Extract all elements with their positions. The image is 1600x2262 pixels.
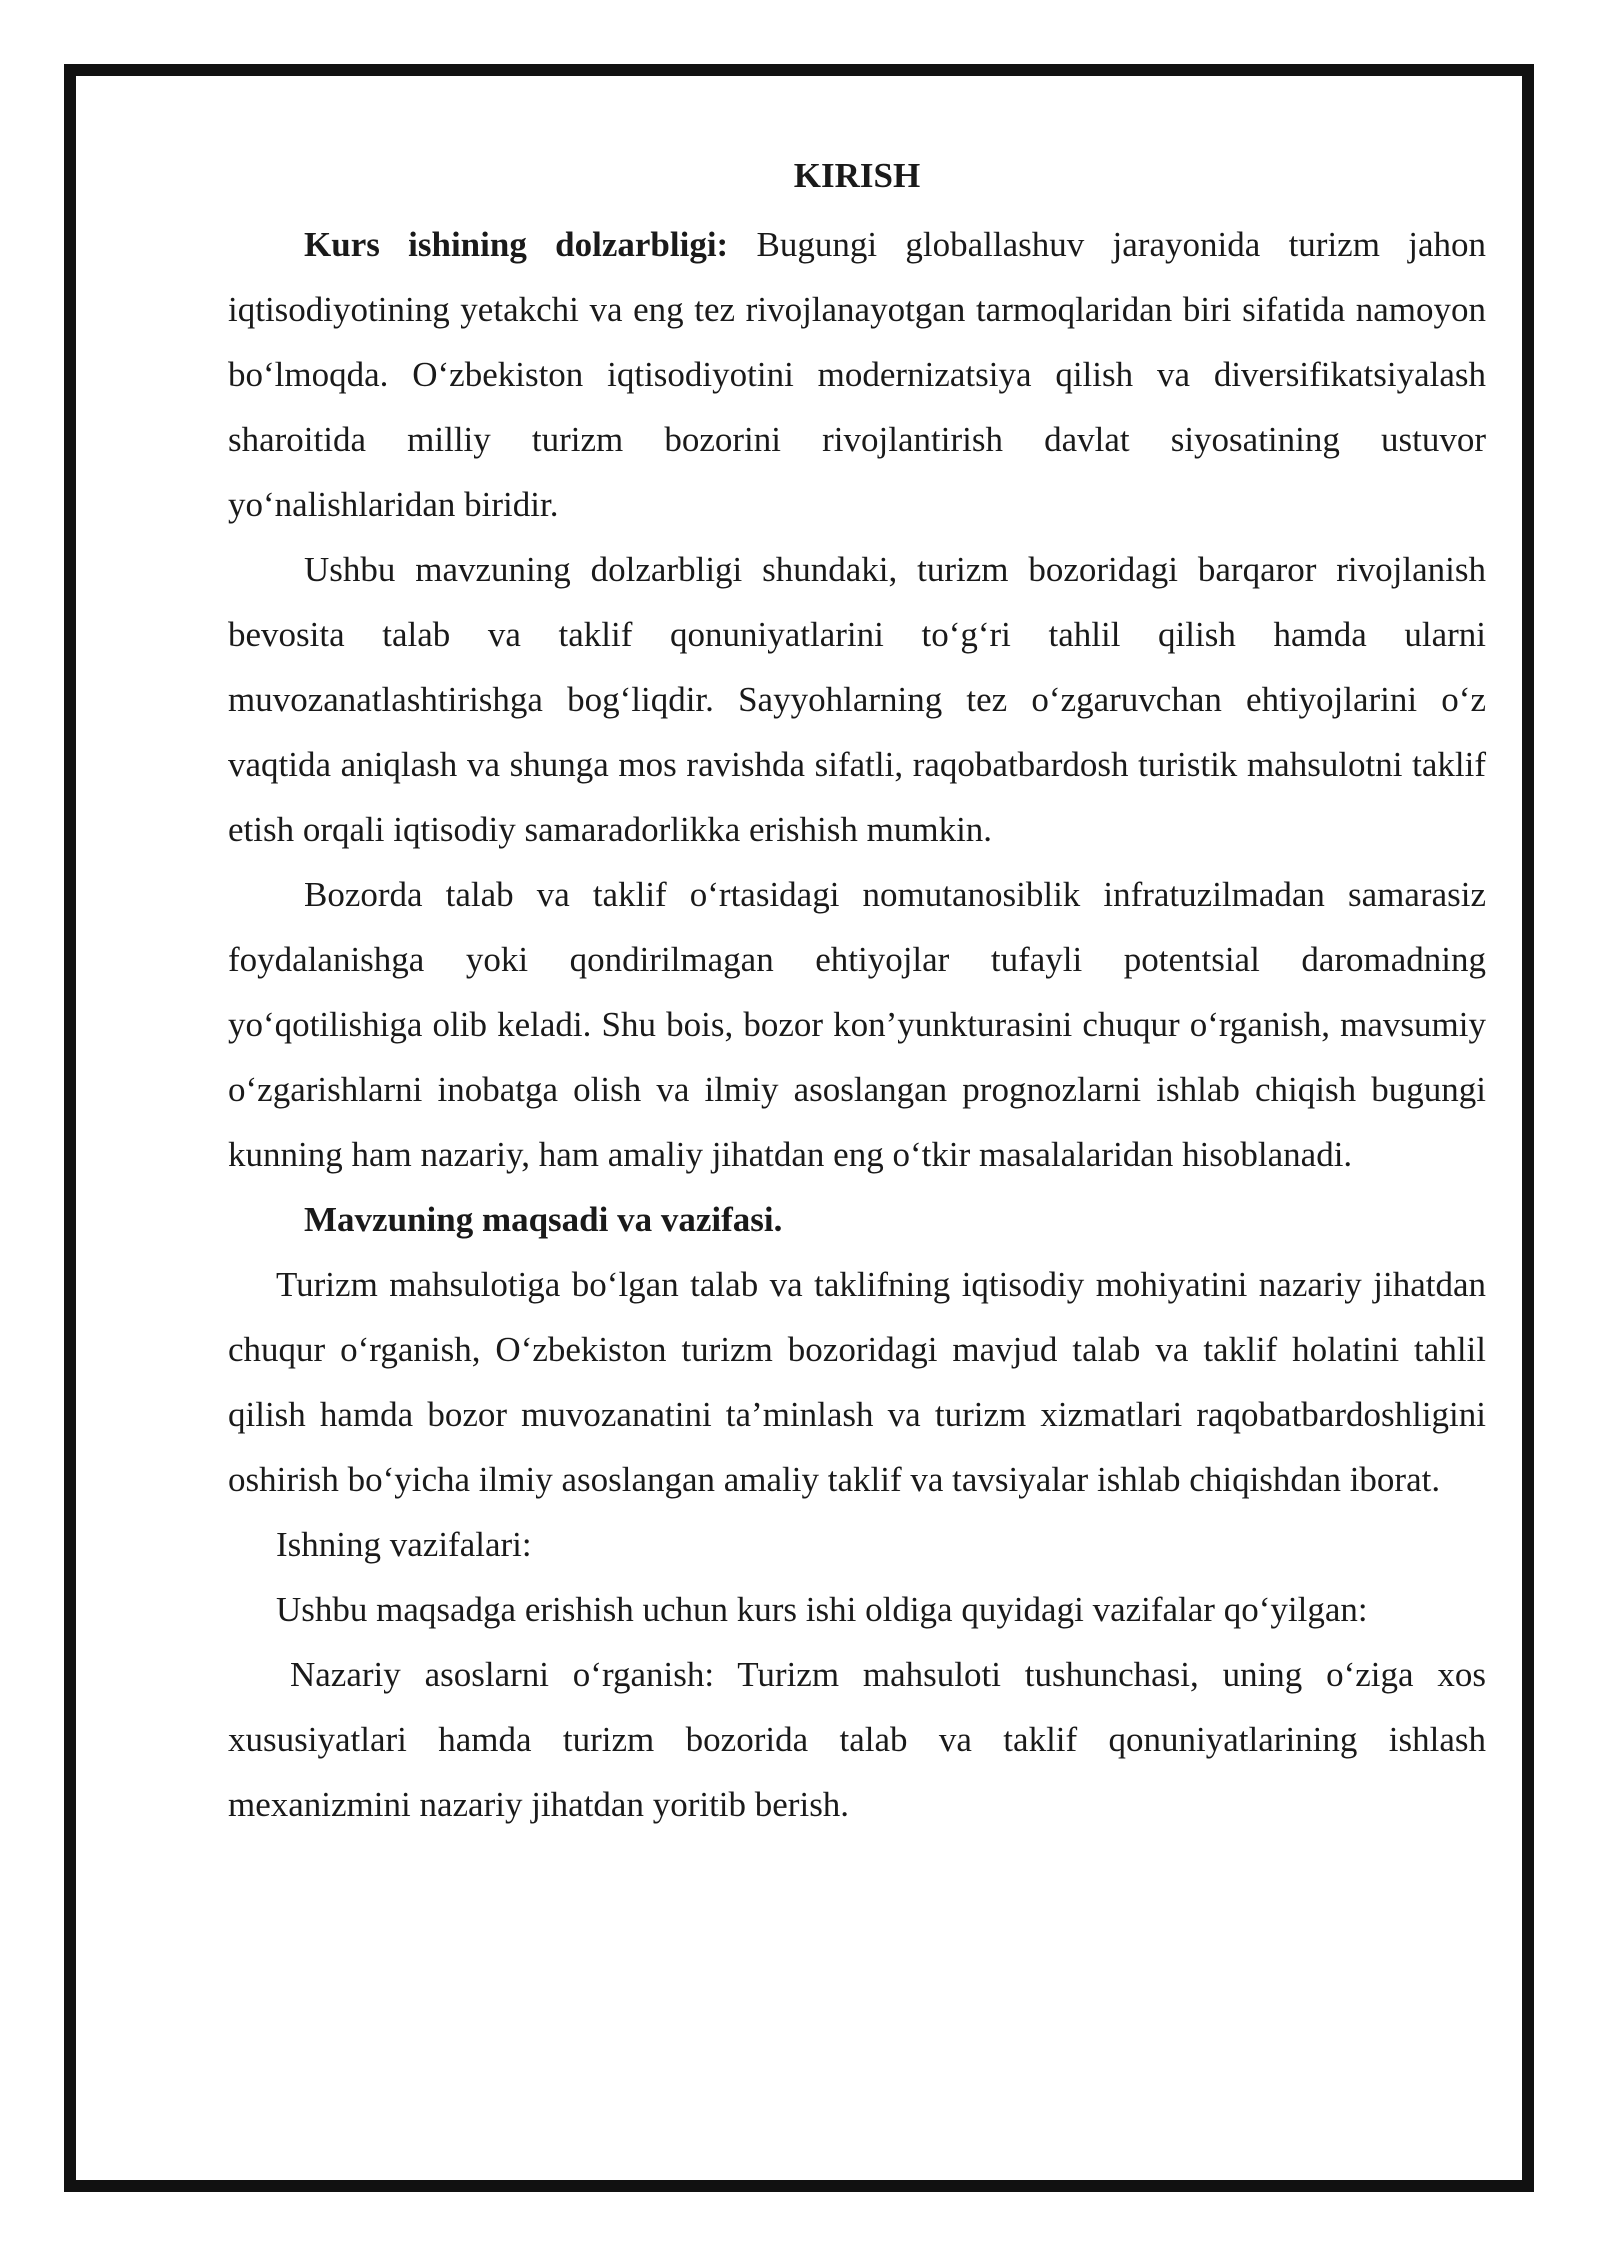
document-body [228,146,1486,1837]
paragraph-relevance [228,212,1486,537]
section-heading-goal: Mavzuning maqsadi va vazifasi. [304,1200,783,1239]
paragraph-text: Bugungi globallashuv jarayonida turizm jahon iqtisodiyotining yetakchi va eng tez rivojlanayotgan tarmoqlaridan biri sifatida namoyon boʻlmoqda. Oʻzbekiston iqtisodiyotini modernizatsiya qilish va diversifikatsiyalash sharoitida milliy turizm bozorini rivojlantirish davlat siyosatining ustuvor yoʻnalishlaridan biridir. [228,225,1486,524]
paragraph-stability: Ushbu mavzuning dolzarbligi shundaki, turizm bozoridagi barqaror rivojlanish bevosita talab va taklif qonuniyatlarini toʻgʻri tahlil qilish hamda ularni muvozanatlashtirishga bogʻliqdir. Sayyohlarning tez oʻzgaruvchan ehtiyojlarini oʻz vaqtida aniqlash va shunga mos ravishda sifatli, raqobatbardosh turistik mahsulotni taklif etish orqali iqtisodiy samaradorlikka erishish mumkin. [228,550,1486,849]
paragraph-tasks-label: Ishning vazifalari: [276,1525,532,1564]
paragraph-goal: Turizm mahsulotiga boʻlgan talab va taklifning iqtisodiy mohiyatini nazariy jihatdan chuqur oʻrganish, Oʻzbekiston turizm bozoridagi mavjud talab va taklif holatini tahlil qilish hamda bozor muvozanatini ta’minlash va turizm xizmatlari raqobatbardoshligini oshirish boʻyicha ilmiy asoslangan amaliy taklif va tavsiyalar ishlab chiqishdan iborat. [228,1265,1486,1499]
page-title: KIRISH [793,156,921,195]
paragraph-theory: Nazariy asoslarni oʻrganish: Turizm mahsuloti tushunchasi, uning oʻziga xos xususiyatlari hamda turizm bozorida talab va taklif qonuniyatlarining ishlash mexanizmini nazariy jihatdan yoritib berish. [228,1655,1486,1824]
paragraph-imbalance: Bozorda talab va taklif oʻrtasidagi nomutanosiblik infratuzilmadan samarasiz foydalanishga yoki qondirilmagan ehtiyojlar tufayli potentsial daromadning yoʻqotilishiga olib keladi. Shu bois, bozor kon’yunkturasini chuqur oʻrganish, mavsumiy oʻzgarishlarni inobatga olish va ilmiy asoslangan prognozlarni ishlab chiqish bugungi kunning ham nazariy, ham amaliy jihatdan eng oʻtkir masalalaridan hisoblanadi. [228,875,1486,1174]
paragraph-tasks-intro: Ushbu maqsadga erishish uchun kurs ishi oldiga quyidagi vazifalar qoʻyilgan: [276,1590,1368,1629]
paragraph-lead: Kurs ishining dolzarbligi: [304,225,729,264]
